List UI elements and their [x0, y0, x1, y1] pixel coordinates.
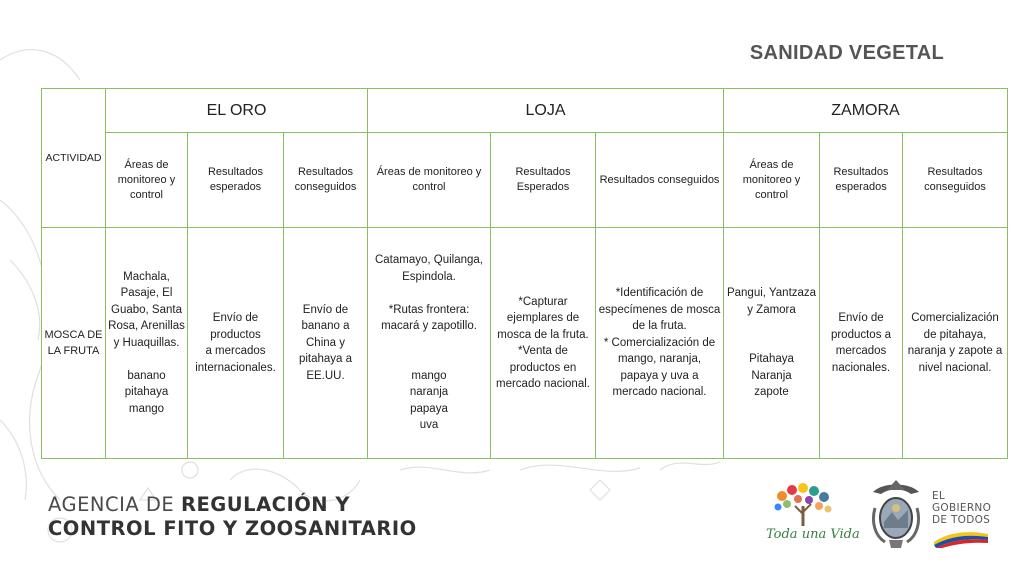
el-oro-achieved-header: Resultados conseguidos — [284, 133, 368, 228]
el-oro-expected-cell: Envío de productos a mercados internacionales. — [188, 228, 284, 459]
loja-expected-cell: *Capturar ejemplares de mosca de la fruta. *Venta de productos en mercado nacional. — [491, 228, 596, 459]
gov-line3: DE TODOS — [932, 514, 991, 526]
zamora-achieved-header: Resultados conseguidos — [903, 133, 1008, 228]
loja-achieved-cell: *Identificación de especímenes de mosca de la fruta. * Comercialización de mango, naranja, papaya y uva a mercado nacional. — [596, 228, 724, 459]
el-oro-areas-cell: Machala, Pasaje, El Guabo, Santa Rosa, Arenillas y Huaquillas. banano pitahaya mango — [106, 228, 188, 459]
zamora-areas-cell: Pangui, Yantzaza y Zamora Pitahaya Naranja zapote — [724, 228, 820, 459]
agency-line1-light: AGENCIA DE — [48, 493, 181, 516]
loja-areas-header: Áreas de monitoreo y control — [368, 133, 491, 228]
government-flag-swoosh — [932, 528, 990, 548]
province-header-el-oro: EL ORO — [106, 89, 368, 133]
toda-una-vida-text: Toda una Vida — [766, 527, 860, 542]
toda-una-vida-logo — [762, 482, 860, 554]
province-header-loja: LOJA — [368, 89, 724, 133]
zamora-expected-cell: Envío de productos a mercados nacionales. — [820, 228, 903, 459]
gov-line1: EL — [932, 490, 946, 502]
agency-name — [48, 493, 417, 541]
el-oro-expected-header: Resultados esperados — [188, 133, 284, 228]
loja-achieved-header: Resultados conseguidos — [596, 133, 724, 228]
activity-header: ACTIVIDAD — [42, 89, 106, 228]
zamora-achieved-cell: Comercialización de pitahaya, naranja y zapote a nivel nacional. — [903, 228, 1008, 459]
loja-expected-header: Resultados Esperados — [491, 133, 596, 228]
agency-line2: CONTROL FITO Y ZOOSANITARIO — [48, 517, 417, 540]
loja-areas-cell: Catamayo, Quilanga, Espindola. *Rutas frontera: macará y zapotillo. mango naranja papaya uva — [368, 228, 491, 459]
coat-of-arms-logo — [865, 478, 927, 554]
zamora-areas-header: Áreas de monitoreo y control — [724, 133, 820, 228]
province-header-zamora: ZAMORA — [724, 89, 1008, 133]
slide-title: SANIDAD VEGETAL — [749, 42, 944, 64]
el-oro-areas-header: Áreas de monitoreo y control — [106, 133, 188, 228]
results-table — [41, 88, 1008, 459]
zamora-expected-header: Resultados esperados — [820, 133, 903, 228]
el-oro-achieved-cell: Envío de banano a China y pitahaya a EE.UU. — [284, 228, 368, 459]
gov-line2: GOBIERNO — [932, 502, 992, 514]
activity-cell: MOSCA DE LA FRUTA — [42, 228, 106, 459]
agency-line1-bold: REGULACIÓN Y — [180, 493, 351, 516]
government-logo-text — [932, 490, 991, 526]
